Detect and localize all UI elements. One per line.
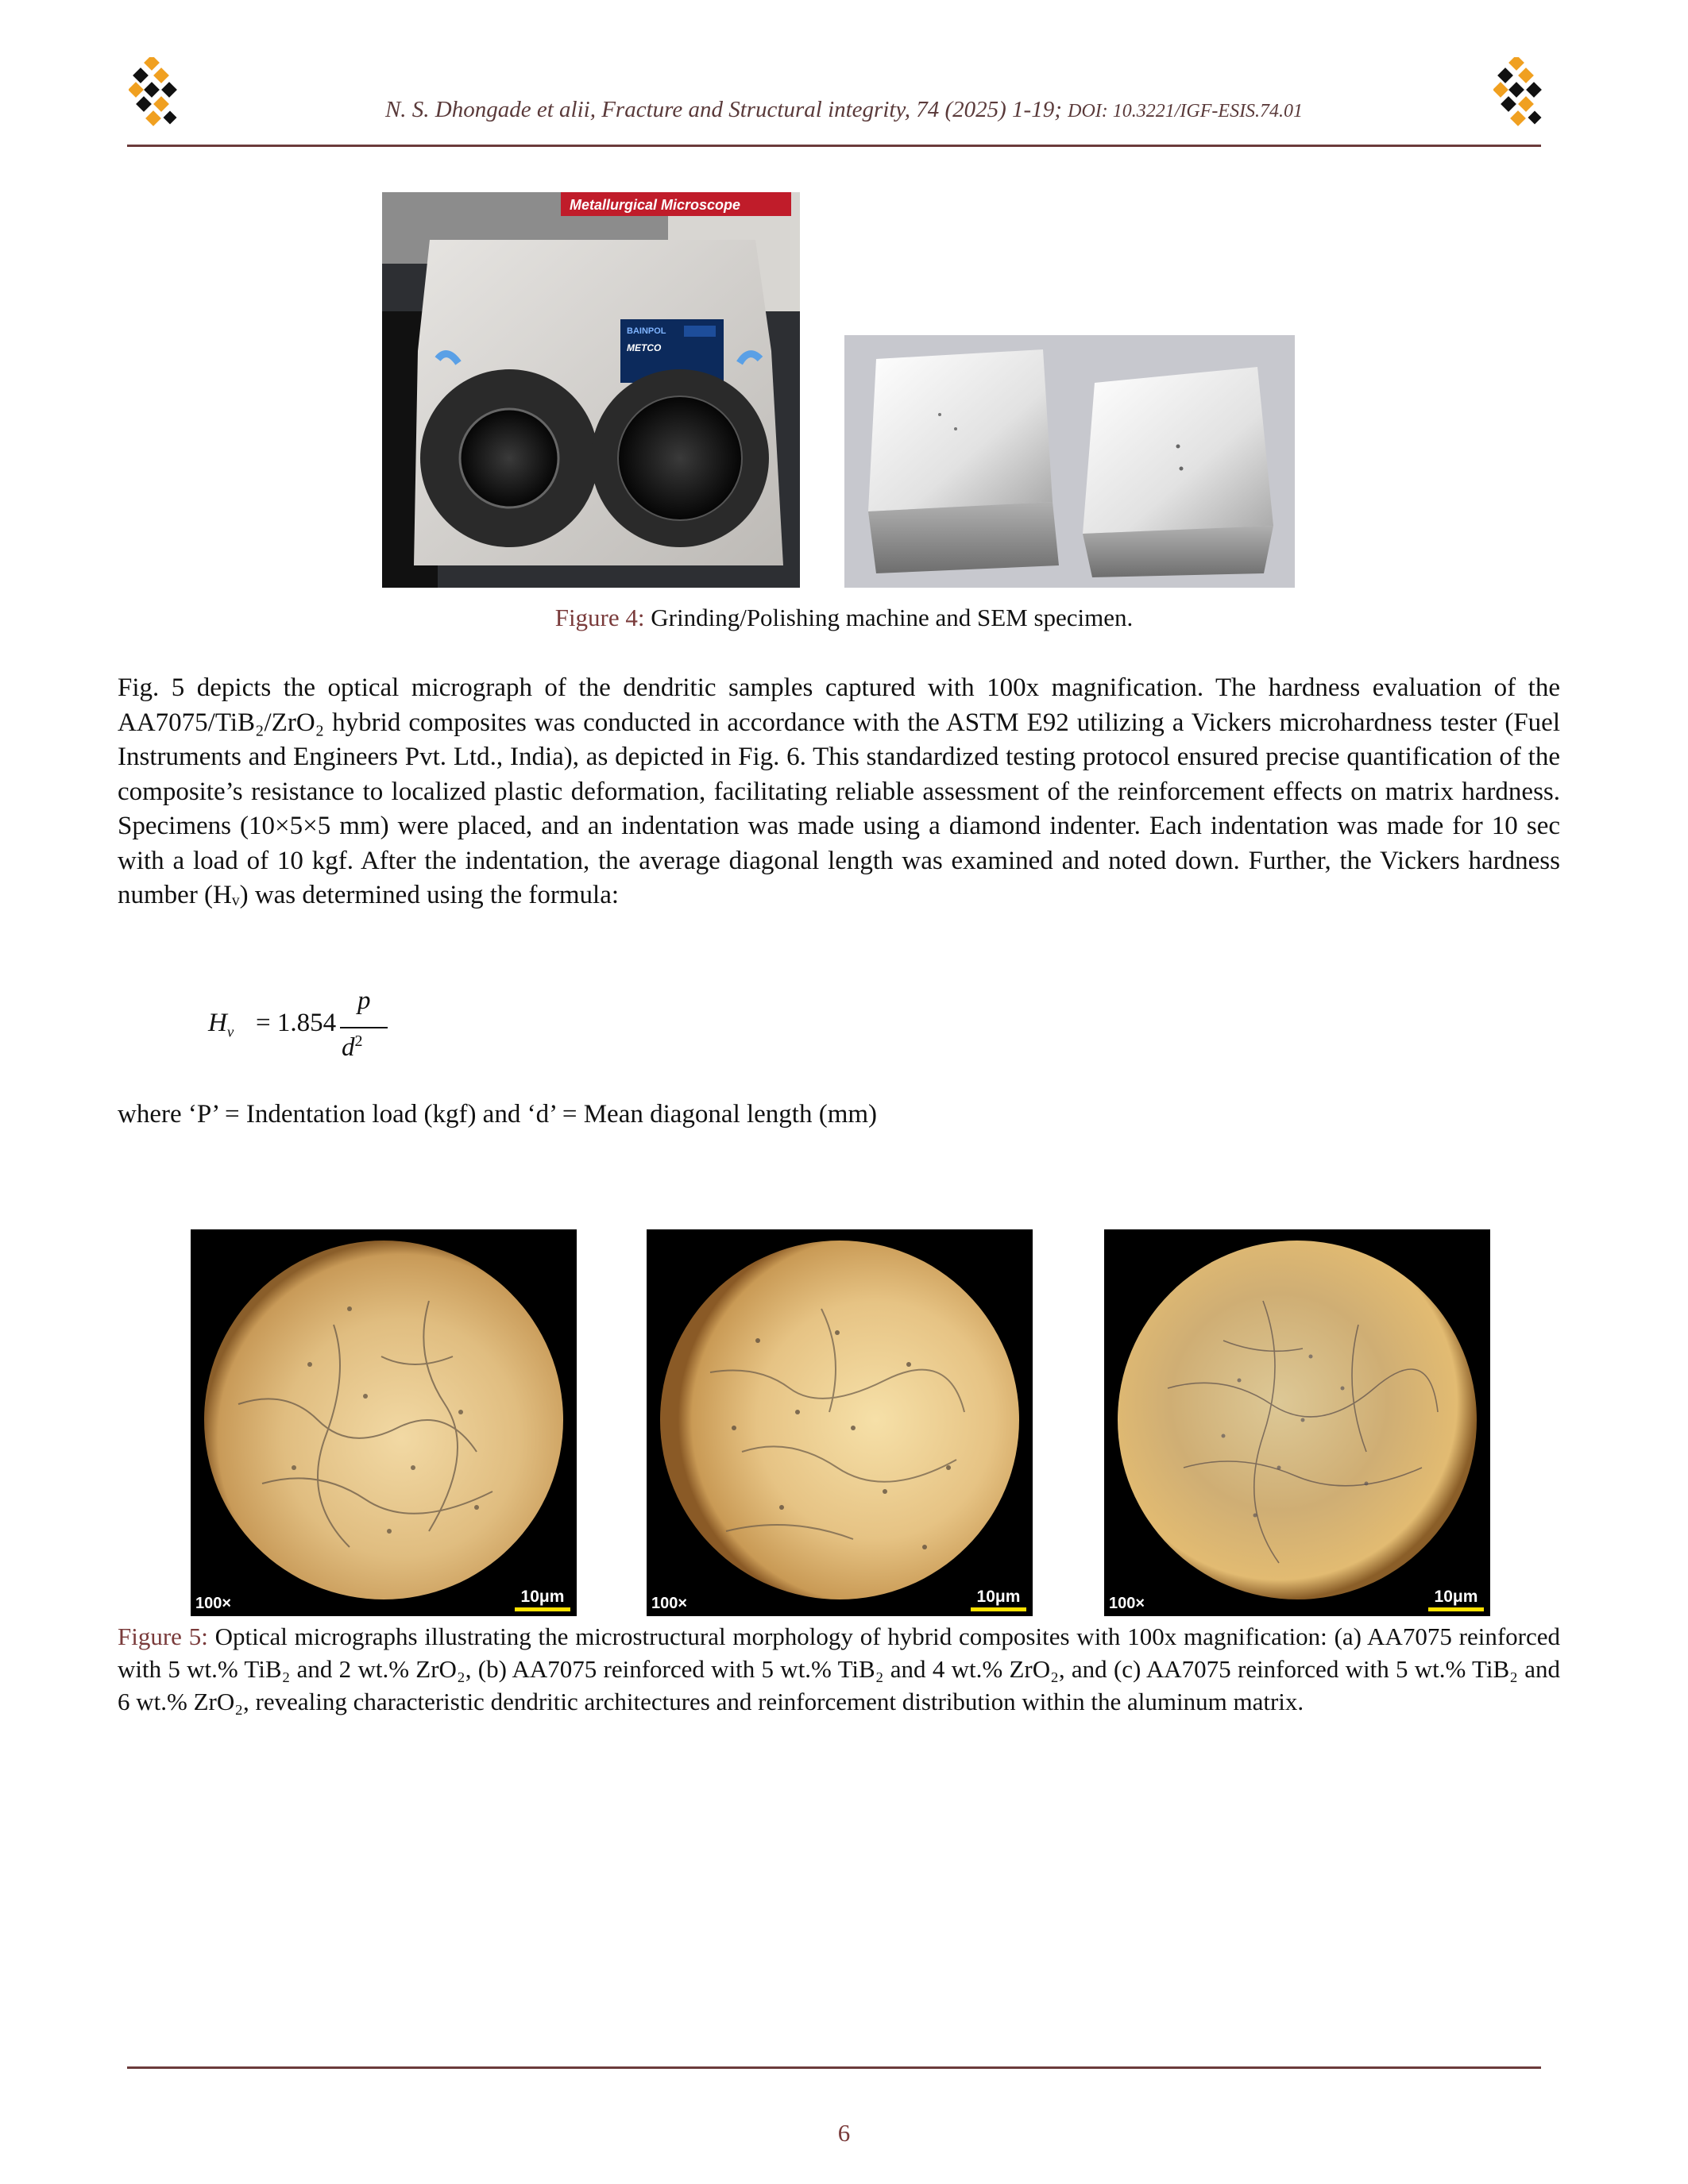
formula-definitions: where ‘P’ = Indentation load (kgf) and ‘d’ = Mean diagonal length (mm) <box>118 1100 878 1129</box>
formula-numerator: p <box>357 986 371 1015</box>
figure4-caption <box>0 604 1688 632</box>
header-rule <box>127 145 1541 147</box>
scale-bar <box>515 1588 570 1611</box>
formula-fraction-bar <box>340 1027 388 1028</box>
running-head <box>0 97 1688 123</box>
sem-specimen-photo <box>844 335 1295 588</box>
formula-denominator: $d^2$ <box>342 1032 363 1062</box>
figure5-label: Figure 5: <box>118 1623 208 1650</box>
scale-label: 10μm <box>976 1588 1021 1606</box>
journal-logo-icon <box>1493 57 1546 130</box>
scale-label: 10μm <box>520 1588 565 1606</box>
running-title: N. S. Dhongade et alii, Fracture and Structural integrity, 74 (2025) 1-19; <box>384 97 1062 122</box>
micrograph-a <box>191 1229 577 1616</box>
magnification-label: 100× <box>195 1595 232 1612</box>
magnification-label: 100× <box>1109 1595 1145 1612</box>
body-paragraph: Fig. 5 depicts the optical micrograph of the dendritic samples captured with 100x magnification. The hardness evaluation of the AA7075/TiB₂/ZrO₂ hybrid composites was conducted in accordance with the ASTM E92 utilizing a Vickers microhardness tester (Fuel Instruments and Engineers Pvt. Ltd., India), as depicted in Fig. 6. This standardized testing protocol ensured precise quantification of the composite’s resistance to localized plastic deformation, facilitating reliable assessment of the reinforcement effects on matrix hardness. Specimens (10×5×5 mm) were placed, and an indentation was made using a diamond indenter. Each indentation was made for 10 sec with a load of 10 kgf. After the indentation, the average diagonal length was examined and noted down. Further, the Vickers hardness number (Hᵥ) was determined using the formula: <box>118 673 1560 909</box>
footer-rule <box>127 2066 1541 2069</box>
formula-lhs: $H_v$ <box>208 1009 234 1041</box>
page-number: 6 <box>837 2119 851 2147</box>
scale-bar-line <box>971 1607 1026 1611</box>
scale-bar-line <box>1428 1607 1484 1611</box>
micrograph-b <box>647 1229 1033 1616</box>
machine-brand-line1: BAINPOL <box>627 326 666 336</box>
scale-bar <box>1428 1588 1484 1611</box>
vickers-formula <box>208 983 446 1071</box>
micrograph-c <box>1104 1229 1490 1616</box>
formula-rhs-coefficient: = 1.854 <box>256 1009 337 1037</box>
magnification-label: 100× <box>651 1595 688 1612</box>
figure4-label: Figure 4: <box>554 604 645 631</box>
figure5-caption <box>118 1620 1560 1718</box>
figure4-caption-text: Grinding/Polishing machine and SEM specimen. <box>651 604 1134 631</box>
machine-sign-text: Metallurgical Microscope <box>570 197 741 213</box>
scale-bar-line <box>515 1607 570 1611</box>
figure5-caption-text: Optical micrographs illustrating the microstructural morphology of hybrid composites with 100x magnification: (a) AA7075 reinforced with 5 wt.% TiB₂ and 2 wt.% ZrO₂, (b) AA7075 reinforced with 5 wt.% TiB₂ and 4 wt.% ZrO₂, and (c) AA7075 reinforced with 5 wt.% TiB₂ and 6 wt.% ZrO₂, revealing characteristic dendritic architectures and reinforcement distribution within the aluminum matrix. <box>118 1623 1560 1715</box>
doi: DOI: 10.3221/IGF-ESIS.74.01 <box>1068 101 1304 122</box>
scale-label: 10μm <box>1434 1588 1478 1606</box>
scale-bar <box>971 1588 1026 1611</box>
machine-brand-line2: METCO <box>627 342 662 353</box>
polishing-machine-photo <box>382 192 800 588</box>
